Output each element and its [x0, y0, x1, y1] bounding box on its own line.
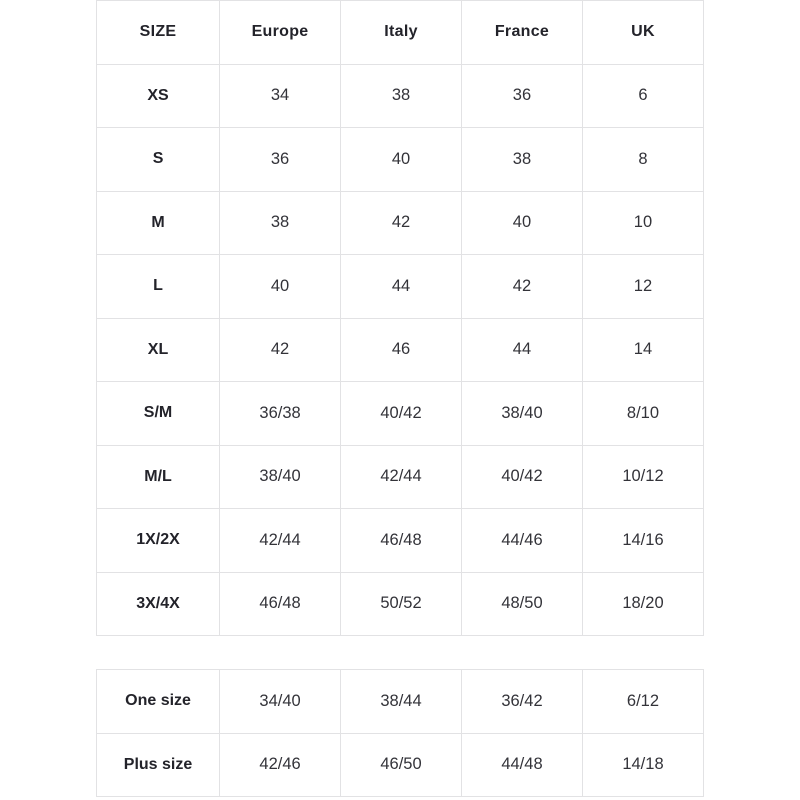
column-header-size: SIZE: [97, 1, 220, 65]
cell-europe: 36/38: [220, 382, 341, 446]
cell-uk: 8: [582, 128, 703, 192]
table-row: [97, 670, 704, 734]
table-row: [97, 191, 704, 255]
table-header-row: [97, 1, 704, 65]
cell-france: 44: [462, 318, 583, 382]
cell-france: 38: [462, 128, 583, 192]
cell-europe: 42: [220, 318, 341, 382]
cell-france: 40/42: [462, 445, 583, 509]
table-row: [97, 318, 704, 382]
cell-europe: 46/48: [220, 572, 341, 636]
row-label: Plus size: [97, 733, 220, 797]
row-label: XL: [97, 318, 220, 382]
column-header-france: France: [462, 1, 583, 65]
row-label: M: [97, 191, 220, 255]
cell-france: 38/40: [462, 382, 583, 446]
table-row: [97, 572, 704, 636]
cell-italy: 42: [341, 191, 462, 255]
cell-italy: 44: [341, 255, 462, 319]
table-spacer: [96, 636, 704, 669]
table-header: [97, 1, 704, 65]
cell-italy: 40/42: [341, 382, 462, 446]
cell-italy: 50/52: [341, 572, 462, 636]
cell-europe: 40: [220, 255, 341, 319]
cell-uk: 18/20: [582, 572, 703, 636]
cell-uk: 14: [582, 318, 703, 382]
one-size-table-body: [97, 670, 704, 797]
table-row: [97, 509, 704, 573]
table-row: [97, 445, 704, 509]
cell-france: 40: [462, 191, 583, 255]
table-row: [97, 255, 704, 319]
row-label: S/M: [97, 382, 220, 446]
cell-italy: 40: [341, 128, 462, 192]
one-size-table: [96, 669, 704, 797]
cell-uk: 10/12: [582, 445, 703, 509]
row-label: S: [97, 128, 220, 192]
table-body: [97, 64, 704, 636]
column-header-uk: UK: [582, 1, 703, 65]
table-row: [97, 128, 704, 192]
row-label: One size: [97, 670, 220, 734]
cell-uk: 14/16: [582, 509, 703, 573]
cell-italy: 42/44: [341, 445, 462, 509]
cell-france: 42: [462, 255, 583, 319]
cell-europe: 42/46: [220, 733, 341, 797]
cell-italy: 38: [341, 64, 462, 128]
row-label: XS: [97, 64, 220, 128]
cell-europe: 36: [220, 128, 341, 192]
cell-europe: 42/44: [220, 509, 341, 573]
size-conversion-table: [96, 0, 704, 636]
cell-uk: 6/12: [582, 670, 703, 734]
column-header-europe: Europe: [220, 1, 341, 65]
cell-france: 36/42: [462, 670, 583, 734]
cell-europe: 38/40: [220, 445, 341, 509]
cell-france: 36: [462, 64, 583, 128]
cell-uk: 10: [582, 191, 703, 255]
row-label: L: [97, 255, 220, 319]
cell-uk: 6: [582, 64, 703, 128]
cell-europe: 34: [220, 64, 341, 128]
cell-france: 44/48: [462, 733, 583, 797]
cell-europe: 38: [220, 191, 341, 255]
table-row: [97, 382, 704, 446]
cell-france: 44/46: [462, 509, 583, 573]
row-label: 1X/2X: [97, 509, 220, 573]
cell-italy: 46: [341, 318, 462, 382]
table-row: [97, 64, 704, 128]
row-label: 3X/4X: [97, 572, 220, 636]
cell-italy: 38/44: [341, 670, 462, 734]
cell-france: 48/50: [462, 572, 583, 636]
table-row: [97, 733, 704, 797]
cell-uk: 12: [582, 255, 703, 319]
column-header-italy: Italy: [341, 1, 462, 65]
cell-uk: 8/10: [582, 382, 703, 446]
row-label: M/L: [97, 445, 220, 509]
cell-italy: 46/48: [341, 509, 462, 573]
cell-uk: 14/18: [582, 733, 703, 797]
cell-italy: 46/50: [341, 733, 462, 797]
cell-europe: 34/40: [220, 670, 341, 734]
